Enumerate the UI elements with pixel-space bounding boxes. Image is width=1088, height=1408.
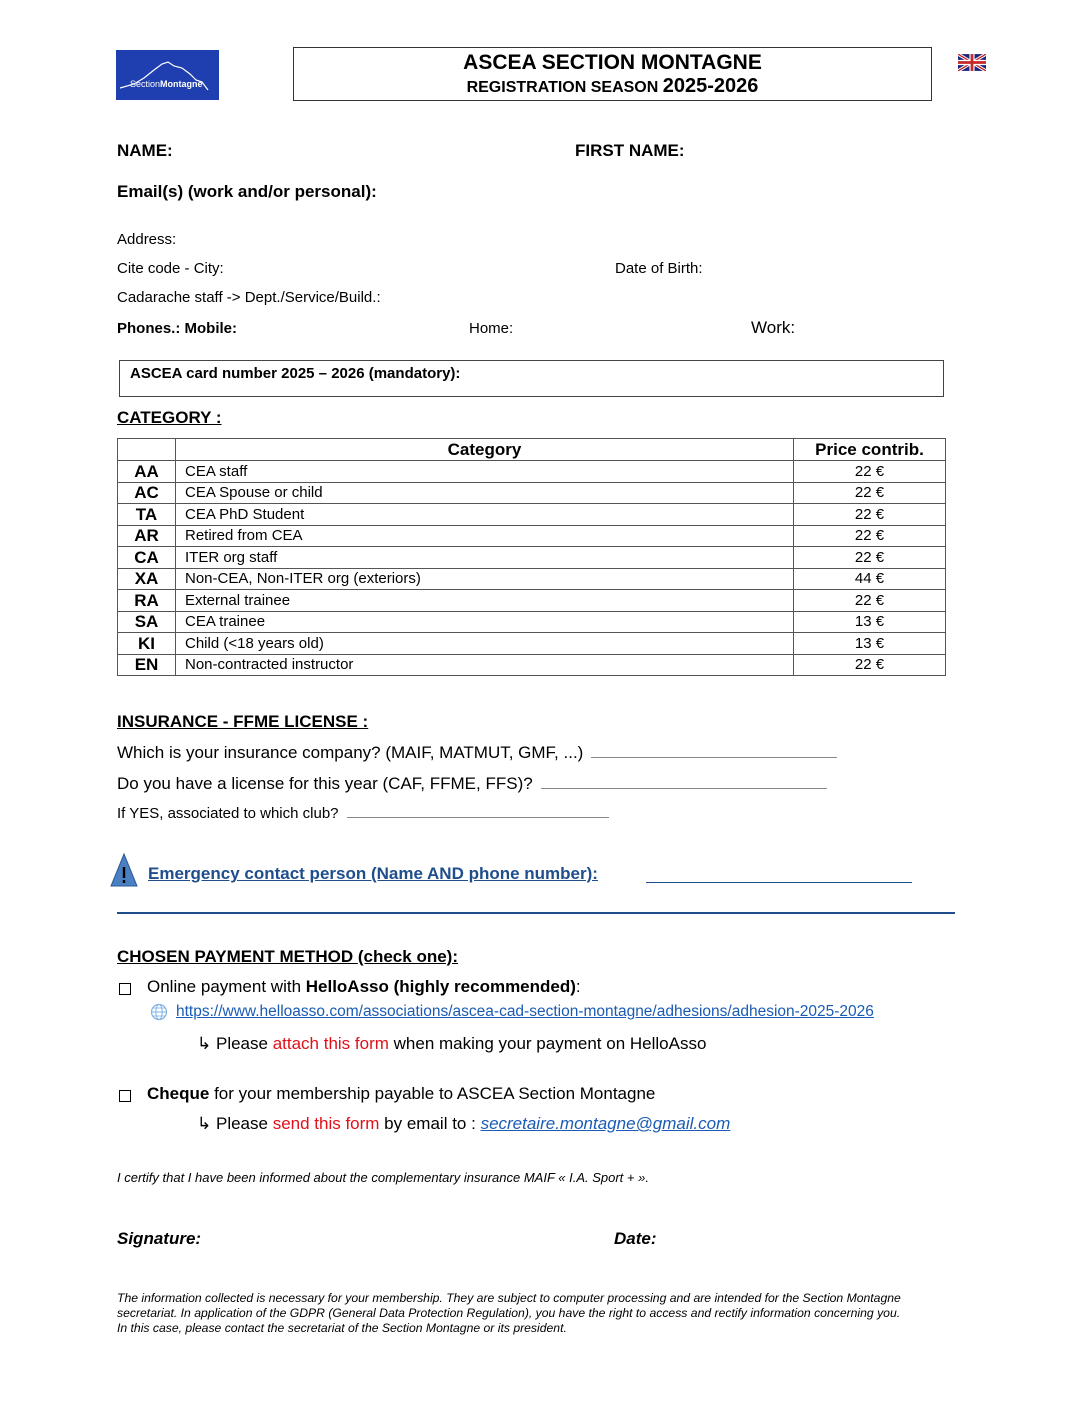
table-row	[118, 568, 946, 590]
city-label: Cite code - City:	[117, 260, 224, 277]
table-row	[118, 654, 946, 676]
table-row	[118, 461, 946, 483]
emergency-contact-label: Emergency contact person (Name AND phone number):	[148, 864, 598, 883]
emergency-contact-input[interactable]	[646, 882, 912, 883]
table-row	[118, 633, 946, 655]
category-price: 13 €	[794, 633, 946, 655]
category-code: CA	[118, 547, 176, 569]
category-price: 22 €	[794, 547, 946, 569]
category-code: AC	[118, 482, 176, 504]
category-price: 22 €	[794, 525, 946, 547]
category-price: 22 €	[794, 504, 946, 526]
club-question: If YES, associated to which club?	[117, 805, 609, 822]
category-code: AA	[118, 461, 176, 483]
online-payment-checkbox[interactable]	[119, 982, 131, 1000]
address-label: Address:	[117, 231, 177, 248]
category-code: EN	[118, 654, 176, 676]
category-code: AR	[118, 525, 176, 547]
page-title: ASCEA SECTION MONTAGNE	[463, 51, 762, 74]
category-code: SA	[118, 611, 176, 633]
category-price: 22 €	[794, 590, 946, 612]
online-payment-label: Online payment with HelloAsso (highly recommended):	[147, 977, 581, 996]
category-desc: CEA PhD Student	[176, 504, 794, 526]
table-row	[118, 504, 946, 526]
uk-flag-icon[interactable]	[958, 54, 986, 71]
work-phone-label: Work:	[751, 318, 796, 337]
category-desc: CEA trainee	[176, 611, 794, 633]
category-price: 22 €	[794, 654, 946, 676]
phones-mobile-label: Phones.: Mobile:	[117, 320, 237, 337]
category-desc: CEA staff	[176, 461, 794, 483]
category-price: 44 €	[794, 568, 946, 590]
column-header-category: Category	[176, 439, 794, 461]
name-label: NAME:	[117, 141, 173, 160]
category-desc: Child (<18 years old)	[176, 633, 794, 655]
card-number-label: ASCEA card number 2025 – 2026 (mandatory):	[130, 365, 461, 382]
cheque-payment-label: Cheque for your membership payable to ASCEA Section Montagne	[147, 1084, 656, 1103]
arrow-icon: ↳	[197, 1114, 212, 1133]
category-code: TA	[118, 504, 176, 526]
category-code: KI	[118, 633, 176, 655]
title-box	[293, 47, 932, 101]
date-of-birth-label: Date of Birth:	[615, 260, 703, 277]
table-row	[118, 590, 946, 612]
cheque-payment-note: ↳ Please send this form by email to : secretaire.montagne@gmail.com	[197, 1114, 731, 1133]
category-price: 22 €	[794, 461, 946, 483]
category-code: RA	[118, 590, 176, 612]
table-row	[118, 525, 946, 547]
warning-icon	[110, 853, 138, 892]
gdpr-footer: The information collected is necessary for your membership. They are subject to computer processing and are intended for the Section Montagne secretariat. In application of the GDPR (General Data Protection Regulation), you have the right to access and rectify information concerning you. In this case, please contact the secretariat of the Section Montagne or its president.	[117, 1291, 901, 1335]
insurance-heading: INSURANCE - FFME LICENSE :	[117, 712, 369, 731]
category-desc: ITER org staff	[176, 547, 794, 569]
category-price: 22 €	[794, 482, 946, 504]
secretary-email-link[interactable]: secretaire.montagne@gmail.com	[480, 1114, 731, 1133]
arrow-icon: ↳	[197, 1034, 212, 1053]
payment-heading: CHOSEN PAYMENT METHOD (check one):	[117, 947, 458, 966]
category-desc: CEA Spouse or child	[176, 482, 794, 504]
insurance-company-question: Which is your insurance company? (MAIF, MATMUT, GMF, ...)	[117, 743, 837, 763]
license-question: Do you have a license for this year (CAF, FFME, FFS)?	[117, 774, 827, 794]
category-desc: Non-CEA, Non-ITER org (exteriors)	[176, 568, 794, 590]
globe-icon	[150, 1003, 168, 1026]
staff-label: Cadarache staff -> Dept./Service/Build.:	[117, 289, 381, 306]
email-label: Email(s) (work and/or personal):	[117, 182, 377, 201]
category-desc: External trainee	[176, 590, 794, 612]
column-header-code	[118, 439, 176, 461]
table-row	[118, 547, 946, 569]
license-input[interactable]	[541, 774, 827, 789]
category-price: 13 €	[794, 611, 946, 633]
certify-statement: I certify that I have been informed about the complementary insurance MAIF « I.A. Sport + ».	[117, 1170, 649, 1185]
home-phone-label: Home:	[469, 320, 514, 337]
signature-label: Signature:	[117, 1229, 202, 1248]
helloasso-link[interactable]: https://www.helloasso.com/associations/ascea-cad-section-montagne/adhesions/adhesion-2025-2026	[176, 1003, 874, 1020]
page-subtitle: REGISTRATION SEASON 2025-2026	[466, 75, 759, 97]
logo-text: SectionMontagne	[130, 79, 203, 89]
column-header-price: Price contrib.	[794, 439, 946, 461]
category-table	[117, 438, 946, 676]
cheque-payment-checkbox[interactable]	[119, 1089, 131, 1107]
card-number-field[interactable]	[119, 360, 944, 397]
category-code: XA	[118, 568, 176, 590]
insurance-company-input[interactable]	[591, 743, 837, 758]
club-input[interactable]	[347, 805, 609, 818]
table-header-row	[118, 439, 946, 461]
category-heading: CATEGORY :	[117, 408, 222, 427]
table-row	[118, 482, 946, 504]
mountain-icon	[116, 50, 219, 100]
category-desc: Non-contracted instructor	[176, 654, 794, 676]
category-desc: Retired from CEA	[176, 525, 794, 547]
table-row	[118, 611, 946, 633]
emergency-contact-input-line2[interactable]	[117, 912, 955, 914]
section-montagne-logo	[116, 50, 219, 100]
date-label: Date:	[614, 1229, 657, 1248]
online-payment-note: ↳ Please attach this form when making your payment on HelloAsso	[197, 1034, 707, 1053]
first-name-label: FIRST NAME:	[575, 141, 685, 160]
